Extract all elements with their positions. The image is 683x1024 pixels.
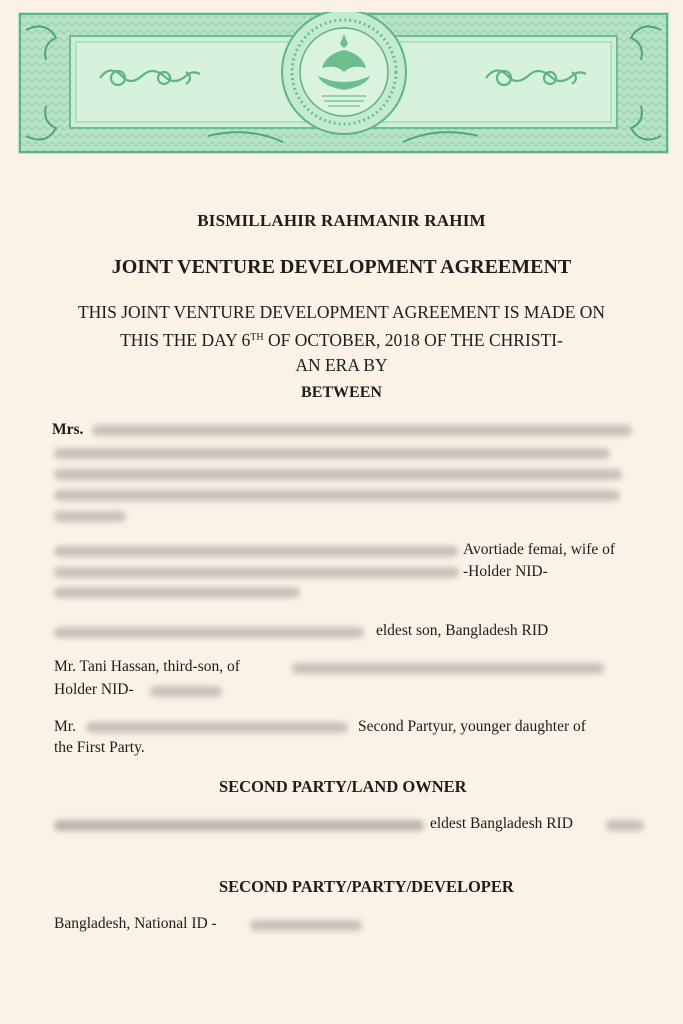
eldest-bangladesh-fragment: eldest Bangladesh RID bbox=[430, 815, 573, 832]
redacted-text bbox=[54, 627, 364, 638]
stamp-banner bbox=[18, 12, 669, 154]
redacted-text bbox=[250, 920, 362, 931]
party-mrs-label: Mrs. bbox=[52, 421, 84, 438]
redacted-text bbox=[86, 722, 348, 733]
redacted-text bbox=[54, 820, 424, 831]
redacted-text bbox=[54, 546, 458, 557]
second-partyur-fragment: Second Partyur, younger daughter of bbox=[358, 718, 586, 735]
redacted-text bbox=[54, 448, 610, 459]
redacted-text bbox=[54, 587, 300, 598]
bismillah-heading: BISMILLAHIR RAHMANIR RAHIM bbox=[197, 211, 486, 230]
mr-tani-hassan: Mr. Tani Hassan, third-son, of bbox=[54, 658, 240, 675]
agreement-title: JOINT VENTURE DEVELOPMENT AGREEMENT bbox=[111, 256, 572, 278]
first-party-fragment: the First Party. bbox=[54, 739, 145, 756]
intro-paragraph bbox=[0, 300, 683, 378]
national-id-label: Bangladesh, National ID - bbox=[54, 915, 217, 932]
intro-line-2: THIS THE DAY 6TH OF OCTOBER, 2018 OF THE CHRISTI- bbox=[120, 330, 563, 350]
section-second-party-developer: SECOND PARTY/PARTY/DEVELOPER bbox=[219, 877, 514, 896]
redacted-text bbox=[54, 469, 622, 480]
redacted-text bbox=[292, 663, 604, 674]
redacted-text bbox=[606, 820, 644, 831]
intro-line-3: AN ERA BY bbox=[295, 355, 388, 375]
redacted-text bbox=[54, 490, 620, 501]
holder-nid-fragment: -Holder NID- bbox=[463, 563, 548, 580]
stamp-emblem-icon bbox=[18, 12, 669, 154]
eldest-son-fragment: eldest son, Bangladesh RID bbox=[376, 622, 549, 639]
section-second-party-land-owner: SECOND PARTY/LAND OWNER bbox=[219, 777, 467, 796]
wife-of-fragment: Avortiade femai, wife of bbox=[463, 541, 616, 558]
intro-line-1: THIS JOINT VENTURE DEVELOPMENT AGREEMENT IS MADE ON bbox=[77, 302, 606, 322]
redacted-text bbox=[150, 686, 222, 697]
redacted-text bbox=[54, 567, 459, 578]
redacted-text bbox=[92, 425, 632, 436]
between-heading: BETWEEN bbox=[301, 384, 382, 401]
holder-nid-label: Holder NID- bbox=[54, 681, 134, 698]
party-mr-label: Mr. bbox=[54, 718, 76, 735]
redacted-text bbox=[54, 511, 126, 522]
